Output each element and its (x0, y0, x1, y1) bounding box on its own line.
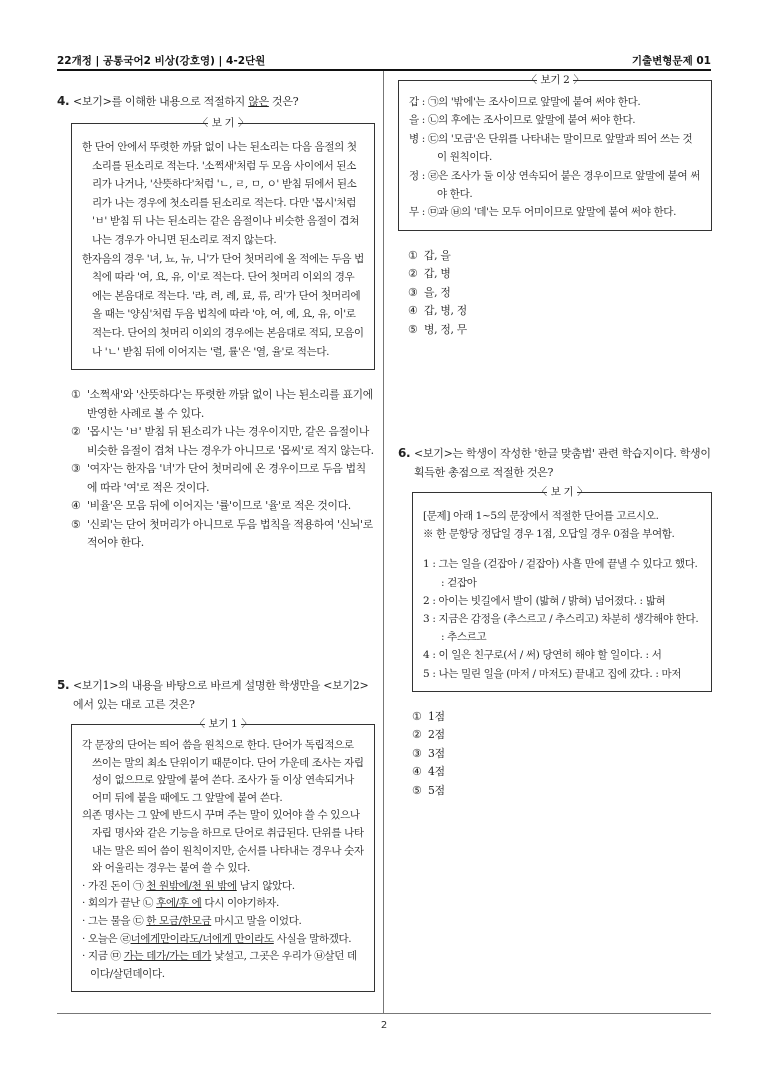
choice-3[interactable]: ③ 3점 (412, 746, 445, 760)
header-rule (57, 69, 711, 71)
question-number: 5. (57, 678, 70, 692)
example-box: 〈 보 기 〉 한 단어 안에서 뚜렷한 까닭 없이 나는 된소리는 다음 음절의 첫소리를 된소리로 적는다. '소쩍새'처럼 두 모음 사이에서 된소리가 나거나, '산뜻하다'처럼 'ㄴ, ㄹ, ㅁ, ㅇ' 받침 뒤에서 된소리가 나는 경우에 첫소리를 된소리로 적는다. 다만 '몹시'처럼 'ㅂ' 받침 뒤 나는 된소리는 같은 음절이나 비슷한 음절이 겹쳐 나는 경우가 아니면 된소리로 적지 않는다. 한자음의 경우 '녀, 뇨, 뉴, 니'가 단어 첫머리에 올 적에는 두음 법칙에 따라 '여, 요, 유, 이'로 적는다. 단어 첫머리 이외의 경우에는 본음대로 적는다. '랴, 려, 례, 료, 류, 리'가 단어 첫머리에 올 때는 '양심'처럼 두음 법칙에 따라 '야, 여, 예, 요, 유, 이'로 적는다. 단어의 첫머리 이외의 경우에는 본음대로 적되, 모음이나 'ㄴ' 받침 뒤에 이어지는 '렬, 률'은 '열, 율'로 적는다. (71, 123, 375, 370)
choice-4[interactable]: ④ '비율'은 모음 뒤에 이어지는 '률'이므로 '율'로 적은 것이다. (71, 499, 351, 513)
question-stem: 6. <보기>는 학생이 작성한 '한글 맞춤법' 관련 학습지이다. 학생이 획득한 총점으로 적절한 것은? (398, 444, 712, 482)
footer-rule (57, 1013, 711, 1014)
column-divider (383, 71, 384, 1013)
question-stem: 5. <보기1>의 내용을 바탕으로 바르게 설명한 학생만을 <보기2>에서 있는 대로 고른 것은? (57, 676, 375, 714)
answer-choices (71, 386, 375, 553)
example-box-title: 보기 2 (537, 74, 574, 86)
question-number: 4. (57, 94, 70, 108)
student-statement: 을 : ㉡의 후에는 조사이므로 앞말에 붙여 써야 한다. (409, 114, 636, 127)
student-statement: 정 : ㉣은 조사가 둘 이상 연속되어 붙은 경우이므로 앞말에 붙여 써야 한다. (409, 169, 701, 201)
page-header (57, 52, 711, 68)
choice-3[interactable]: ③ 을, 정 (408, 285, 451, 299)
example-box-1: 〈 보기 1 〉 각 문장의 단어는 띄어 씀을 원칙으로 한다. 단어가 독립적으로 쓰이는 말의 최소 단위이기 때문이다. 단어 가운데 조사는 자립성이 없으므로 앞말에 붙여 쓴다. 조사가 둘 이상 연속되거나 어미 뒤에 붙을 때에도 그 앞말에 붙여 쓴다. 의존 명사는 그 앞에 반드시 꾸며 주는 말이 있어야 쓸 수 있으나 자립 명사와 같은 기능을 하므로 단어로 취급된다. 단위를 나타내는 말은 띄어 씀이 원칙이지만, 순서를 나타내는 경우나 숫자와 어울리는 경우는 붙여 쓸 수 있다. · 가진 돈이 ㉠ 천 원밖에/천 원 밖에 남지 않았다. · 회의가 끝난 ㉡ 후에/후 에 다시 이야기하자. · 그는 물을 ㉢ 한 모금/한모금 마시고 말을 이었다. · 오늘은 ㉣너에게만이라도/너에게 만이라도 사실을 말하겠다. · 지금 ㉤ 가는 데가/가는 데가 낯설고, 그곳은 우리가 ㉥살던 데이다/살던데이다. (71, 724, 375, 992)
example-box-title: 보 기 (208, 117, 239, 129)
example-paragraph: 한자음의 경우 '녀, 뇨, 뉴, 니'가 단어 첫머리에 올 적에는 두음 법칙에 따라 '여, 요, 유, 이'로 적는다. 단어 첫머리 이외의 경우에는 본음대로 적는다. '랴, 려, 례, 료, 류, 리'가 단어 첫머리에 올 때는 '양심'처럼 두음 법칙에 따라 '야, 여, 예, 요, 유, 이'로 적는다. 단어의 첫머리 이외의 경우에는 본음대로 적되, 모음이나 'ㄴ' 받침 뒤에 이어지는 '렬, 률'은 '열, 율'로 적는다. (82, 252, 364, 358)
choice-1[interactable]: ① 갑, 을 (408, 248, 451, 262)
choice-5[interactable]: ⑤ 병, 정, 무 (408, 322, 467, 336)
question-6 (398, 444, 712, 800)
choice-2[interactable]: ② 2점 (412, 728, 445, 742)
choice-5[interactable]: ⑤ 5점 (412, 783, 445, 797)
question-number: 6. (398, 446, 411, 460)
answer-choices (412, 708, 712, 801)
header-course-info: 22개정 | 공통국어2 비상(강호영) | 4-2단원 (57, 54, 266, 67)
question-5 (57, 676, 375, 992)
question-stem: 4. <보기>를 이해한 내용으로 적절하지 않은 것은? (57, 92, 375, 111)
worksheet-item: 5 : 나는 밀린 일을 (마저 / 마저도) 끝내고 집에 갔다. : 마저 (423, 667, 682, 680)
worksheet-item: 4 : 이 일은 친구로(서 / 써) 당연히 해야 할 일이다. : 서 (423, 649, 662, 662)
example-box-2: 〈 보기 2 〉 갑 : ㉠의 '밖에'는 조사이므로 앞말에 붙여 써야 한다. 을 : ㉡의 후에는 조사이므로 앞말에 붙여 써야 한다. 병 : ㉢의 '모금'은 단위를 나타내는 말이므로 앞말과 띄어 쓰는 것이 원칙이다. 정 : ㉣은 조사가 둘 이상 연속되어 붙은 경우이므로 앞말에 붙여 써야 한다. 무 : ㉤과 ㉥의 '데'는 모두 어미이므로 앞말에 붙여 써야 한다. (398, 80, 712, 231)
example-sentence: · 가진 돈이 ㉠ 천 원밖에/천 원 밖에 남지 않았다. (82, 879, 295, 892)
worksheet-note: ※ 한 문항당 정답일 경우 1점, 오답일 경우 0점을 부여함. (423, 528, 675, 541)
question-5-continued (398, 74, 712, 339)
choice-3[interactable]: ③ '여자'는 한자음 '녀'가 단어 첫머리에 온 경우이므로 두음 법칙에 따라 '여'로 적은 것이다. (71, 462, 366, 494)
example-paragraph: 의존 명사는 그 앞에 반드시 꾸며 주는 말이 있어야 쓸 수 있으나 자립 명사와 같은 기능을 하므로 단어로 취급된다. 단위를 나타내는 말은 띄어 씀이 원칙이지만, 순서를 나타내는 경우나 숫자와 어울리는 경우는 붙여 쓸 수 있다. (82, 809, 364, 875)
choice-4[interactable]: ④ 4점 (412, 765, 445, 779)
worksheet-item: 3 : 지금은 감정을 (추스르고 / 추스리고) 차분히 생각해야 한다. : 추스르고 (423, 613, 699, 644)
worksheet-item: 2 : 아이는 빗길에서 발이 (밟혀 / 밝혀) 넘어졌다. : 밟혀 (423, 594, 666, 607)
example-box-title: 보 기 (547, 486, 578, 498)
choice-5[interactable]: ⑤ '신뢰'는 단어 첫머리가 아니므로 두음 법칙을 적용하여 '신뇌'로 적어야 한다. (71, 517, 373, 550)
choice-2[interactable]: ② 갑, 병 (408, 267, 451, 281)
page-number: 2 (380, 1020, 388, 1031)
choice-1[interactable]: ① 1점 (412, 709, 445, 723)
header-set-title: 기출변형문제 01 (631, 54, 711, 67)
student-statement: 갑 : ㉠의 '밖에'는 조사이므로 앞말에 붙여 써야 한다. (409, 96, 641, 108)
worksheet-item: 1 : 그는 일을 (걷잡아 / 겉잡아) 사흘 만에 끝낼 수 있다고 했다. : 걷잡아 (423, 558, 698, 589)
example-sentence: · 회의가 끝난 ㉡ 후에/후 에 다시 이야기하자. (82, 897, 279, 910)
question-4 (57, 92, 375, 553)
example-sentence: · 지금 ㉤ 가는 데가/가는 데가 낯설고, 그곳은 우리가 ㉥살던 데이다/살던데이다. (82, 950, 357, 980)
choice-2[interactable]: ② '몹시'는 'ㅂ' 받침 뒤 된소리가 나는 경우이지만, 같은 음절이나 비슷한 음절이 겹쳐 나는 경우가 아니므로 '몹씨'로 적지 않는다. (71, 425, 374, 457)
example-sentence: · 그는 물을 ㉢ 한 모금/한모금 마시고 말을 이었다. (82, 914, 302, 927)
example-paragraph: 각 문장의 단어는 띄어 씀을 원칙으로 한다. 단어가 독립적으로 쓰이는 말의 최소 단위이기 때문이다. 단어 가운데 조사는 자립성이 없으므로 앞말에 붙여 쓴다. 조사가 둘 이상 연속되거나 어미 뒤에 붙을 때에도 그 앞말에 붙여 쓴다. (82, 739, 364, 804)
answer-choices (408, 247, 712, 340)
student-statement: 병 : ㉢의 '모금'은 단위를 나타내는 말이므로 앞말과 띄어 쓰는 것이 원칙이다. (409, 132, 693, 164)
example-paragraph: 한 단어 안에서 뚜렷한 까닭 없이 나는 된소리는 다음 음절의 첫소리를 된소리로 적는다. '소쩍새'처럼 두 모음 사이에서 된소리가 나거나, '산뜻하다'처럼 'ㄴ, ㄹ, ㅁ, ㅇ' 받침 뒤에서 된소리가 나는 경우에 첫소리를 된소리로 적는다. 다만 '몹시'처럼 'ㅂ' 받침 뒤 나는 된소리는 같은 음절이나 비슷한 음절이 겹쳐 나는 경우가 아니면 된소리로 적지 않는다. (82, 141, 359, 246)
example-box: 〈 보 기 〉 [문제] 아래 1~5의 문장에서 적절한 단어를 고르시오. ※ 한 문항당 정답일 경우 1점, 오답일 경우 0점을 부여함. 1 : 그는 일을 (걷잡아 / 겉잡아) 사흘 만에 끝낼 수 있다고 했다. : 걷잡아 2 : 아이는 빗길에서 발이 (밟혀 / 밝혀) 넘어졌다. : 밟혀 3 : 지금은 감정을 (추스르고 / 추스리고) 차분히 생각해야 한다. : 추스르고 4 : 이 일은 친구로(서 / 써) 당연히 해야 할 일이다. : 서 5 : 나는 밀린 일을 (마저 / 마저도) 끝내고 집에 갔다. : 마저 (412, 492, 712, 692)
choice-4[interactable]: ④ 갑, 병, 정 (408, 304, 467, 318)
worksheet-task: [문제] 아래 1~5의 문장에서 적절한 단어를 고르시오. (423, 510, 659, 522)
choice-1[interactable]: ① '소쩍새'와 '산뜻하다'는 뚜렷한 까닭 없이 나는 된소리를 표기에 반영한 사례로 볼 수 있다. (71, 388, 373, 420)
example-sentence: · 오늘은 ㉣너에게만이라도/너에게 만이라도 사실을 말하겠다. (82, 932, 352, 945)
example-box-title: 보기 1 (205, 718, 242, 730)
student-statement: 무 : ㉤과 ㉥의 '데'는 모두 어미이므로 앞말에 붙여 써야 한다. (409, 206, 677, 219)
